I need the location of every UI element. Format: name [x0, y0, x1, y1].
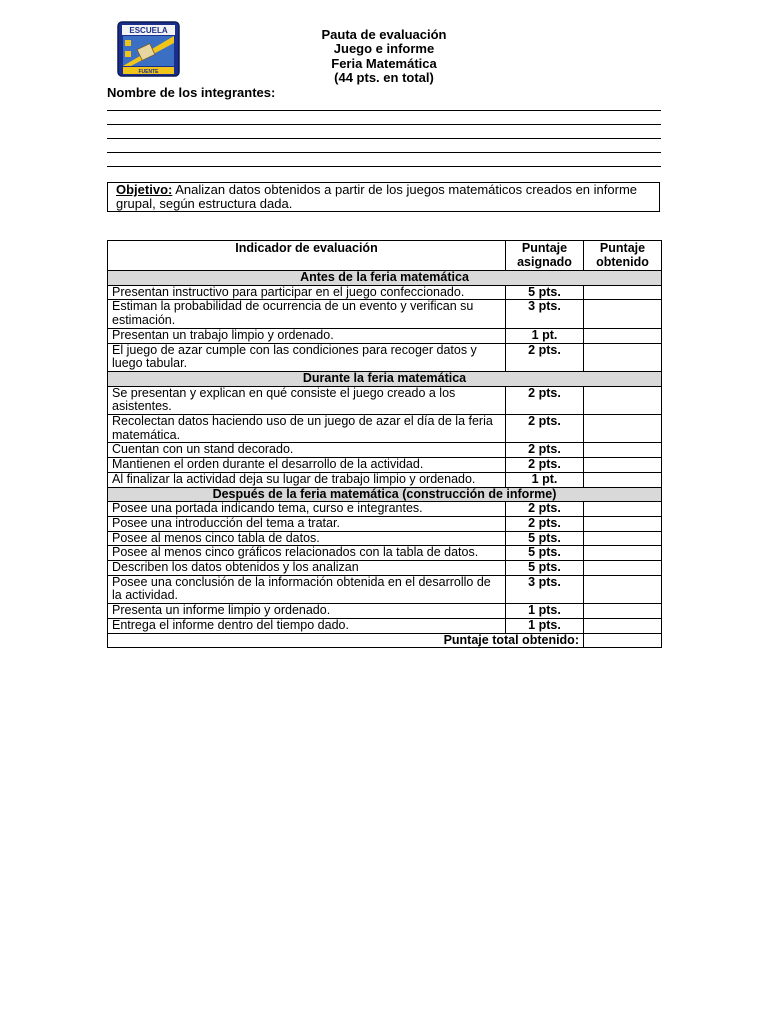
assigned-points-cell: 1 pts.	[506, 604, 584, 619]
assigned-points-cell: 2 pts.	[506, 502, 584, 517]
rubric-body	[108, 271, 662, 648]
assigned-points-cell: 5 pts.	[506, 285, 584, 300]
assigned-points-cell: 2 pts.	[506, 386, 584, 414]
indicator-cell: Posee una introducción del tema a tratar.	[108, 516, 506, 531]
obtained-points-cell[interactable]	[584, 516, 662, 531]
indicator-cell: Recolectan datos haciendo uso de un juego de azar el día de la feria matemática.	[108, 415, 506, 443]
assigned-points-cell: 3 pts.	[506, 300, 584, 328]
rubric-row	[108, 502, 662, 517]
indicator-column-header: Indicador de evaluación	[108, 241, 506, 271]
obtained-points-cell[interactable]	[584, 343, 662, 371]
obtained-points-cell[interactable]	[584, 472, 662, 487]
obtained-points-cell[interactable]	[584, 618, 662, 633]
assigned-points-cell: 5 pts.	[506, 561, 584, 576]
logo-bottom-text: FUENTE	[138, 69, 159, 75]
section-title: Antes de la feria matemática	[108, 271, 662, 286]
obtained-points-cell[interactable]	[584, 575, 662, 603]
section-header-row	[108, 271, 662, 286]
total-score-cell[interactable]	[584, 633, 662, 648]
indicator-cell: Estiman la probabilidad de ocurrencia de un evento y verifican su estimación.	[108, 300, 506, 328]
name-line-3[interactable]	[107, 138, 661, 139]
assigned-points-cell: 5 pts.	[506, 531, 584, 546]
rubric-row	[108, 458, 662, 473]
members-name-label: Nombre de los integrantes:	[107, 85, 276, 100]
section-header-row	[108, 487, 662, 502]
name-line-5[interactable]	[107, 166, 661, 167]
rubric-row	[108, 531, 662, 546]
assigned-points-cell: 2 pts.	[506, 458, 584, 473]
logo-text: ESCUELA	[129, 26, 168, 35]
obtained-points-cell[interactable]	[584, 531, 662, 546]
rubric-row	[108, 618, 662, 633]
obtained-points-cell[interactable]	[584, 458, 662, 473]
total-row	[108, 633, 662, 648]
school-logo	[117, 21, 180, 77]
header-line-1: Pauta de evaluación	[321, 27, 447, 42]
assigned-points-cell: 5 pts.	[506, 546, 584, 561]
rubric-row	[108, 575, 662, 603]
assigned-points-cell: 2 pts.	[506, 343, 584, 371]
rubric-row	[108, 328, 662, 343]
indicator-cell: Posee al menos cinco gráficos relacionados con la tabla de datos.	[108, 546, 506, 561]
total-score-label: Puntaje total obtenido:	[108, 633, 584, 648]
section-title: Después de la feria matemática (construcción de informe)	[108, 487, 662, 502]
assigned-score-column-header: Puntaje asignado	[506, 241, 584, 271]
assigned-points-cell: 2 pts.	[506, 443, 584, 458]
indicator-cell: Mantienen el orden durante el desarrollo de la actividad.	[108, 458, 506, 473]
obtained-score-column-header: Puntaje obtenido	[584, 241, 662, 271]
assigned-points-cell: 2 pts.	[506, 516, 584, 531]
rubric-row	[108, 443, 662, 458]
obtained-points-cell[interactable]	[584, 300, 662, 328]
obtained-points-cell[interactable]	[584, 546, 662, 561]
objective-box	[107, 182, 660, 212]
rubric-row	[108, 415, 662, 443]
indicator-cell: Posee una conclusión de la información obtenida en el desarrollo de la actividad.	[108, 575, 506, 603]
rubric-row	[108, 546, 662, 561]
rubric-row	[108, 300, 662, 328]
indicator-cell: Cuentan con un stand decorado.	[108, 443, 506, 458]
obtained-points-cell[interactable]	[584, 285, 662, 300]
indicator-cell: Presentan instructivo para participar en el juego confeccionado.	[108, 285, 506, 300]
indicator-cell: Posee una portada indicando tema, curso e integrantes.	[108, 502, 506, 517]
indicator-cell: Describen los datos obtenidos y los analizan	[108, 561, 506, 576]
indicator-cell: Presenta un informe limpio y ordenado.	[108, 604, 506, 619]
section-header-row	[108, 371, 662, 386]
school-crest-icon	[117, 21, 180, 77]
header-line-3: Feria Matemática	[331, 55, 437, 71]
rubric-row	[108, 343, 662, 371]
obtained-points-cell[interactable]	[584, 561, 662, 576]
obtained-points-cell[interactable]	[584, 443, 662, 458]
indicator-cell: Entrega el informe dentro del tiempo dado.	[108, 618, 506, 633]
name-line-2[interactable]	[107, 124, 661, 125]
obtained-points-cell[interactable]	[584, 415, 662, 443]
objective-text: Analizan datos obtenidos a partir de los juegos matemáticos creados en informe grupal, según estructura dada.	[116, 182, 637, 211]
obtained-points-cell[interactable]	[584, 604, 662, 619]
rubric-row	[108, 386, 662, 414]
rubric-row	[108, 285, 662, 300]
rubric-header-row	[108, 241, 662, 271]
header-line-2: Juego e informe	[333, 41, 435, 57]
name-line-1[interactable]	[107, 110, 661, 111]
indicator-cell: El juego de azar cumple con las condiciones para recoger datos y luego tabular.	[108, 343, 506, 371]
rubric-row	[108, 561, 662, 576]
rubric-row	[108, 516, 662, 531]
rubric-row	[108, 604, 662, 619]
obtained-points-cell[interactable]	[584, 502, 662, 517]
indicator-cell: Presentan un trabajo limpio y ordenado.	[108, 328, 506, 343]
assigned-points-cell: 2 pts.	[506, 415, 584, 443]
obtained-points-cell[interactable]	[584, 386, 662, 414]
assigned-points-cell: 1 pt.	[506, 472, 584, 487]
indicator-cell: Se presentan y explican en qué consiste el juego creado a los asistentes.	[108, 386, 506, 414]
indicator-cell: Al finalizar la actividad deja su lugar de trabajo limpio y ordenado.	[108, 472, 506, 487]
header-line-4: (44 pts. en total)	[334, 69, 434, 85]
section-title: Durante la feria matemática	[108, 371, 662, 386]
evaluation-rubric-table	[107, 240, 662, 648]
assigned-points-cell: 3 pts.	[506, 575, 584, 603]
rubric-row	[108, 472, 662, 487]
assigned-points-cell: 1 pt.	[506, 328, 584, 343]
assigned-points-cell: 1 pts.	[506, 618, 584, 633]
name-line-4[interactable]	[107, 152, 661, 153]
objective-label: Objetivo:	[116, 182, 173, 197]
obtained-points-cell[interactable]	[584, 328, 662, 343]
document-header	[284, 28, 484, 85]
indicator-cell: Posee al menos cinco tabla de datos.	[108, 531, 506, 546]
